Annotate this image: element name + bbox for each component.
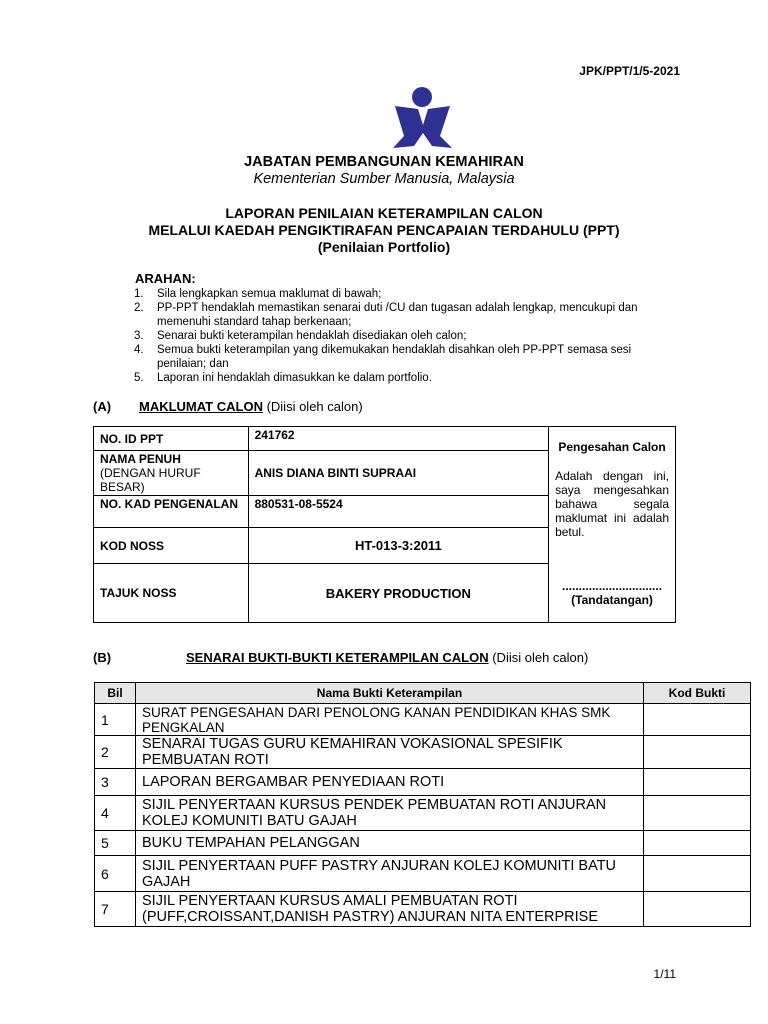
page-number: 1/11 (653, 967, 676, 981)
signature-label: (Tandatangan) (571, 593, 653, 607)
instruction-item (134, 287, 679, 301)
instruction-item (134, 343, 679, 371)
table-row (95, 856, 751, 892)
confirmation-cell (549, 427, 676, 623)
logo-m-shape (393, 106, 452, 148)
instruction-text: PP-PPT hendaklah memastikan senarai duti /CU dan tugasan adalah lengkap, mencukupi dan memenuhi standard tahap berkenaan; (157, 302, 648, 328)
instruction-item (134, 329, 679, 343)
section-a-heading (93, 399, 363, 414)
section-a-note: (Diisi oleh calon) (262, 399, 363, 414)
ministry-name: Kementerian Sumber Manusia, Malaysia (253, 171, 515, 187)
evidence-name: SIJIL PENYERTAAN KURSUS PENDEK PEMBUATAN ROTI ANJURAN KOLEJ KOMUNITI BATU GAJAH (136, 796, 644, 831)
report-title-line1: LAPORAN PENILAIAN KETERAMPILAN CALON (225, 205, 543, 221)
report-title-line2: MELALUI KAEDAH PENGIKTIRAFAN PENCAPAIAN TERDAHULU (PPT) (148, 222, 620, 238)
noss-code-value: HT-013-3:2011 (248, 528, 549, 564)
evidence-name: SIJIL PENYERTAAN KURSUS AMALI PEMBUATAN ROTI (PUFF,CROISSANT,DANISH PASTRY) ANJURAN NITA ENTERPRISE (136, 892, 644, 927)
evidence-name: SIJIL PENYERTAAN PUFF PASTRY ANJURAN KOLEJ KOMUNITI BATU GAJAH (136, 856, 644, 892)
instruction-number: 4. (134, 344, 144, 356)
table-row (95, 831, 751, 856)
instruction-item (134, 301, 679, 329)
table-row (95, 769, 751, 796)
instruction-text: Sila lengkapkan semua maklumat di bawah; (157, 288, 382, 300)
bil-header: Bil (95, 683, 136, 704)
instruction-number: 1. (134, 288, 144, 300)
evidence-code (644, 736, 751, 769)
evidence-code (644, 704, 751, 736)
noss-title-label: TAJUK NOSS (94, 564, 249, 623)
section-b-note: (Diisi oleh calon) (488, 650, 589, 665)
instruction-text: Laporan ini hendaklah dimasukkan ke dalam portfolio. (157, 372, 432, 384)
candidate-info-table (93, 426, 676, 623)
section-b-title-wrap (186, 650, 588, 665)
row-number: 3 (95, 769, 136, 796)
instruction-number: 2. (134, 302, 144, 314)
evidence-name: BUKU TEMPAHAN PELANGGAN (136, 831, 644, 856)
section-b-label: (B) (93, 650, 112, 665)
jpk-logo (390, 86, 454, 152)
evidence-table-header (95, 683, 751, 704)
evidence-name-header: Nama Bukti Keterampilan (136, 683, 644, 704)
row-number: 6 (95, 856, 136, 892)
evidence-name: SENARAI TUGAS GURU KEMAHIRAN VOKASIONAL SPESIFIK PEMBUATAN ROTI (136, 736, 644, 769)
report-title-line3: (Penilaian Portfolio) (317, 239, 451, 255)
section-b-heading (93, 650, 693, 665)
evidence-code (644, 856, 751, 892)
noss-title-value: BAKERY PRODUCTION (248, 564, 549, 623)
row-number: 1 (95, 704, 136, 736)
instruction-number: 5. (134, 372, 144, 384)
instructions-heading: ARAHAN: (135, 271, 196, 286)
name-label: NAMA PENUH (100, 452, 181, 466)
section-a-title: MAKLUMAT CALON (139, 399, 263, 414)
noss-code-label: KOD NOSS (94, 528, 249, 564)
evidence-code (644, 831, 751, 856)
section-b-title: SENARAI BUKTI-BUKTI KETERAMPILAN CALON (186, 650, 489, 665)
instruction-text: Semua bukti keterampilan yang dikemukakan hendaklah disahkan oleh PP-PPT semasa sesi penilaian; dan (157, 344, 632, 370)
row-number: 5 (95, 831, 136, 856)
ic-label: NO. KAD PENGENALAN (94, 496, 249, 528)
table-row (95, 796, 751, 831)
evidence-table (94, 682, 751, 927)
id-value: 241762 (248, 427, 549, 451)
confirmation-text: Adalah dengan ini, saya mengesahkan bahawa segala maklumat ini adalah betul. (555, 469, 669, 539)
ic-value: 880531-08-5524 (248, 496, 549, 528)
name-value: ANIS DIANA BINTI SUPRAAI (248, 451, 549, 496)
table-row (95, 736, 751, 769)
logo-head (412, 87, 432, 107)
name-label-cell (94, 451, 249, 496)
row-number: 4 (95, 796, 136, 831)
evidence-name: SURAT PENGESAHAN DARI PENOLONG KANAN PENDIDIKAN KHAS SMK PENGKALAN (136, 704, 644, 736)
evidence-code (644, 796, 751, 831)
row-number: 7 (95, 892, 136, 927)
evidence-code-header: Kod Bukti (644, 683, 751, 704)
section-a-label: (A) (93, 399, 112, 414)
id-label: NO. ID PPT (94, 427, 249, 451)
evidence-code (644, 892, 751, 927)
name-label-note: (DENGAN HURUF BESAR) (100, 466, 201, 494)
instruction-item (134, 371, 679, 385)
document-reference: JPK/PPT/1/5-2021 (579, 64, 680, 78)
row-number: 2 (95, 736, 136, 769)
section-a-title-wrap (139, 399, 363, 414)
table-row (95, 704, 751, 736)
evidence-name: LAPORAN BERGAMBAR PENYEDIAAN ROTI (136, 769, 644, 796)
organization-name: JABATAN PEMBANGUNAN KEMAHIRAN (244, 154, 524, 170)
instruction-number: 3. (134, 330, 144, 342)
instructions-list (134, 287, 679, 385)
instruction-text: Senarai bukti keterampilan hendaklah disediakan oleh calon; (157, 330, 467, 342)
table-row (95, 892, 751, 927)
signature-dots: .............................. (562, 579, 663, 593)
evidence-code (644, 769, 751, 796)
confirmation-title: Pengesahan Calon (558, 440, 666, 454)
